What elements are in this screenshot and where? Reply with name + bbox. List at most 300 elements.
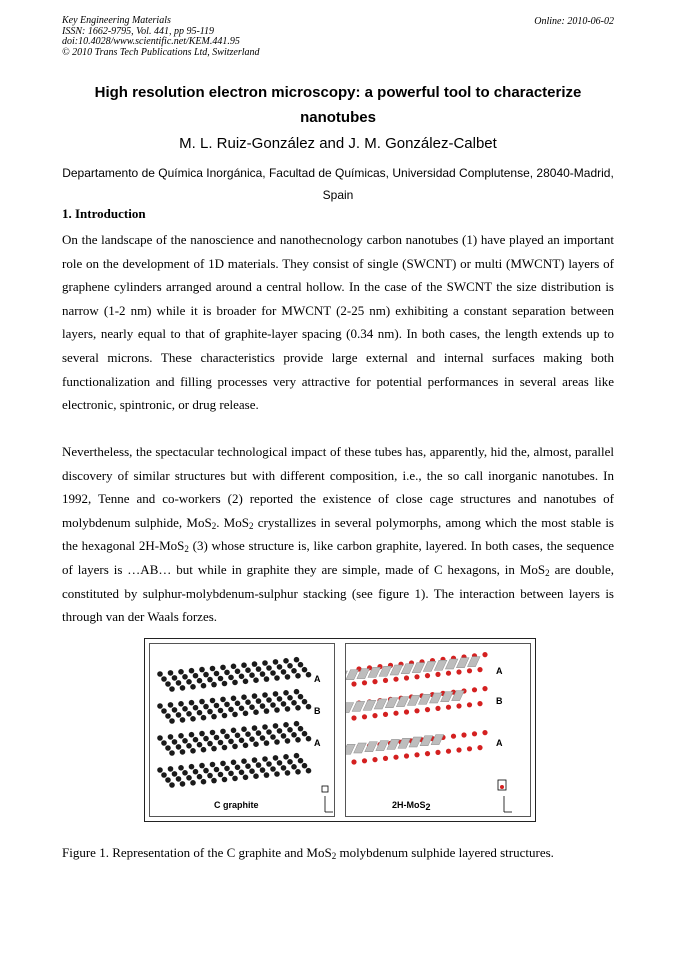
carbon-atom [262, 660, 268, 666]
carbon-atom [199, 667, 205, 673]
carbon-atom [203, 672, 209, 678]
carbon-atom [228, 707, 234, 713]
subscript: 2 [211, 520, 217, 531]
sulphur-atom [425, 751, 430, 756]
carbon-atom [189, 668, 195, 674]
carbon-atom [211, 714, 217, 720]
carbon-atom [294, 689, 300, 695]
carbon-atom [283, 722, 289, 728]
carbon-atom [172, 707, 178, 713]
carbon-atom [241, 694, 247, 700]
carbon-atom [228, 771, 234, 777]
carbon-atom [306, 704, 312, 710]
carbon-atom [232, 776, 238, 782]
carbon-atom [243, 679, 249, 685]
mo-atom [412, 663, 425, 673]
carbon-atom [169, 782, 175, 788]
sulphur-atom [372, 757, 377, 762]
carbon-atom [235, 765, 241, 771]
sulphur-atom [435, 750, 440, 755]
carbon-atom [224, 734, 230, 740]
carbon-atom [281, 701, 287, 707]
carbon-atom [193, 769, 199, 775]
carbon-atom [189, 700, 195, 706]
carbon-atom [157, 767, 163, 773]
carbon-atom [218, 740, 224, 746]
carbon-atom [273, 659, 279, 665]
carbon-atom [190, 780, 196, 786]
graphite-panel [149, 643, 335, 817]
carbon-atom [186, 711, 192, 717]
carbon-atom [291, 700, 297, 706]
carbon-atom [273, 755, 279, 761]
carbon-atom [291, 668, 297, 674]
carbon-atom [266, 697, 272, 703]
carbon-atom [295, 769, 301, 775]
p2-text-c: crystallizes in several polymorphs, among which the most stable is the hexagonal 2H-MoS [62, 514, 614, 554]
p2-text-b: . MoS [216, 514, 249, 530]
carbon-atom [277, 664, 283, 670]
carbon-atom [249, 736, 255, 742]
carbon-atom [232, 680, 238, 686]
mo-atom [385, 698, 398, 708]
carbon-atom [168, 702, 174, 708]
carbon-atom [199, 763, 205, 769]
carbon-atom [235, 669, 241, 675]
mo-atom [365, 742, 378, 752]
sulphur-atom [414, 674, 419, 679]
paragraph-1: On the landscape of the nanoscience and nanothecnology carbon nanotubes (1) have played an important role on the development of 1D materials. They consist of single (SWCNT) or multi (MWCNT) layers of graphene cylinders arranged around a central hollow. In the case of the SWCNT the size distribution is narrow (1-2 nm) while it is broader for MWCNT (2-25 nm) exhibiting a constant separation between layers, nearly equal to that of graphite-layer spacing (0.34 nm). In both cases, the length extends up to several microns. These characteristics provide large external and internal surfaces making both functionalization and filling processes very attractive for potential performances in several areas like electronic, spintronic, or drug release. [62, 232, 614, 413]
carbon-atom [222, 681, 228, 687]
paragraph-2 [62, 440, 614, 629]
carbon-atom [241, 662, 247, 668]
carbon-atom [203, 704, 209, 710]
sulphur-atom [383, 678, 388, 683]
carbon-atom [224, 670, 230, 676]
carbon-atom [287, 695, 293, 701]
carbon-atom [266, 761, 272, 767]
carbon-atom [262, 724, 268, 730]
layer-label-b: B [496, 696, 503, 706]
carbon-atom [182, 738, 188, 744]
mo-atom [434, 660, 447, 670]
carbon-atom [264, 772, 270, 778]
carbon-atom [262, 756, 268, 762]
carbon-atom [190, 716, 196, 722]
carbon-atom [222, 713, 228, 719]
carbon-atom [161, 708, 167, 714]
carbon-atom [260, 735, 266, 741]
carbon-atom [239, 674, 245, 680]
carbon-atom [239, 770, 245, 776]
sulphur-atom [482, 686, 487, 691]
axis-icon [322, 786, 333, 812]
sulphur-atom [351, 681, 356, 686]
carbon-atom [264, 740, 270, 746]
sulphur-atom [372, 679, 377, 684]
mo-atom [374, 699, 387, 709]
carbon-atom [294, 657, 300, 663]
sulphur-atom [456, 703, 461, 708]
carbon-atom [235, 733, 241, 739]
carbon-atom [210, 762, 216, 768]
mo-atom [456, 658, 469, 668]
carbon-atom [224, 766, 230, 772]
carbon-atom [182, 706, 188, 712]
carbon-atom [201, 779, 207, 785]
carbon-atom [287, 759, 293, 765]
carbon-atom [168, 734, 174, 740]
carbon-atom [294, 753, 300, 759]
carbon-atom [252, 757, 258, 763]
carbon-atom [176, 680, 182, 686]
sulphur-atom [393, 755, 398, 760]
sulphur-atom [477, 701, 482, 706]
carbon-atom [193, 705, 199, 711]
carbon-atom [176, 712, 182, 718]
carbon-atom [264, 676, 270, 682]
sulphur-atom [393, 711, 398, 716]
carbon-atom [298, 662, 304, 668]
carbon-atom [243, 743, 249, 749]
carbon-atom [224, 702, 230, 708]
sulphur-atom [404, 709, 409, 714]
carbon-atom [256, 762, 262, 768]
mo-atom [467, 657, 480, 667]
figure-1 [144, 638, 536, 822]
carbon-atom [302, 731, 308, 737]
carbon-atom [239, 706, 245, 712]
carbon-atom [231, 728, 237, 734]
carbon-atom [157, 703, 163, 709]
carbon-atom [218, 676, 224, 682]
carbon-atom [298, 726, 304, 732]
p2-text-a: Nevertheless, the spectacular technological impact of these tubes has, apparently, hid the, almost, parallel discovery of similar structures but with different composition, i.e., the so call inorganic nanotubes. In 1992, Tenne and co-workers (2) reported the existence of close cage structures and nanotubes of molybdenum sulphide, MoS [62, 444, 614, 530]
carbon-atom [287, 663, 293, 669]
sulphur-atom [446, 671, 451, 676]
carbon-atom [302, 699, 308, 705]
carbon-atom [249, 704, 255, 710]
carbon-atom [169, 686, 175, 692]
carbon-atom [231, 664, 237, 670]
mos2-structure-illustration [346, 644, 532, 818]
carbon-atom [274, 675, 280, 681]
carbon-atom [298, 758, 304, 764]
mos2-label [392, 800, 431, 810]
carbon-atom [245, 699, 251, 705]
carbon-atom [197, 678, 203, 684]
carbon-atom [182, 770, 188, 776]
sulphur-atom [435, 706, 440, 711]
carbon-atom [211, 746, 217, 752]
carbon-atom [266, 665, 272, 671]
carbon-atom [214, 703, 220, 709]
carbon-atom [252, 693, 258, 699]
mo-atom [423, 661, 436, 671]
carbon-atom [197, 710, 203, 716]
carbon-atom [218, 772, 224, 778]
carbon-atom [207, 677, 213, 683]
carbon-atom [270, 702, 276, 708]
carbon-atom [178, 701, 184, 707]
layer-label-a1: A [314, 674, 321, 684]
carbon-atom [294, 721, 300, 727]
carbon-atom [249, 768, 255, 774]
carbon-atom [241, 758, 247, 764]
carbon-atom [291, 732, 297, 738]
carbon-atom [302, 763, 308, 769]
subscript: 2 [184, 544, 189, 555]
carbon-atom [256, 698, 262, 704]
carbon-atom [270, 670, 276, 676]
carbon-atom [253, 677, 259, 683]
sulphur-atom [414, 708, 419, 713]
sulphur-atom [456, 669, 461, 674]
caption-text-a: Figure 1. Representation of the C graphite and MoS [62, 845, 332, 860]
sulphur-atom [362, 714, 367, 719]
carbon-atom [203, 736, 209, 742]
carbon-atom [157, 671, 163, 677]
carbon-atom [281, 669, 287, 675]
carbon-atom [220, 729, 226, 735]
doi-line: doi:10.4028/www.scientific.net/KEM.441.95 [62, 36, 240, 47]
carbon-atom [201, 683, 207, 689]
carbon-atom [253, 773, 259, 779]
carbon-atom [207, 741, 213, 747]
axis-icon [498, 780, 512, 812]
carbon-atom [285, 706, 291, 712]
carbon-atom [189, 732, 195, 738]
carbon-atom [245, 763, 251, 769]
sulphur-atom [425, 707, 430, 712]
carbon-atom [260, 767, 266, 773]
carbon-atom [241, 726, 247, 732]
sulphur-atom [482, 730, 487, 735]
carbon-atom [235, 701, 241, 707]
carbon-atom [260, 671, 266, 677]
carbon-atom [252, 725, 258, 731]
carbon-atom [182, 674, 188, 680]
carbon-atom [306, 768, 312, 774]
carbon-atom [249, 672, 255, 678]
carbon-atom [277, 696, 283, 702]
affiliation: Departamento de Química Inorgánica, Facultad de Químicas, Universidad Complutense, 28040-Madrid, Spain [62, 166, 614, 202]
carbon-atom [176, 744, 182, 750]
sulphur-atom [472, 687, 477, 692]
carbon-atom [199, 731, 205, 737]
carbon-atom [295, 737, 301, 743]
carbon-atom [172, 675, 178, 681]
carbon-atom [201, 715, 207, 721]
authors: M. L. Ruiz-González and J. M. González-Calbet [179, 135, 497, 152]
layer-label-a2: A [314, 738, 321, 748]
carbon-atom [274, 739, 280, 745]
carbon-atom [285, 770, 291, 776]
mos2-panel [345, 643, 531, 817]
carbon-atom [214, 735, 220, 741]
carbon-atom [165, 777, 171, 783]
carbon-atom [169, 718, 175, 724]
carbon-atom [287, 727, 293, 733]
sulphur-atom [425, 673, 430, 678]
carbon-atom [228, 675, 234, 681]
mo-atom [352, 701, 365, 711]
sulphur-atom [372, 713, 377, 718]
paper-title: High resolution electron microscopy: a powerful tool to characterize nanotubes [94, 84, 582, 126]
sulphur-atom [446, 705, 451, 710]
sulphur-atom [451, 734, 456, 739]
carbon-atom [232, 744, 238, 750]
carbon-atom [253, 709, 259, 715]
carbon-atom [253, 741, 259, 747]
carbon-atom [281, 765, 287, 771]
sulphur-atom [404, 753, 409, 758]
carbon-atom [266, 729, 272, 735]
sulphur-atom [362, 758, 367, 763]
carbon-atom [168, 670, 174, 676]
carbon-atom [210, 730, 216, 736]
carbon-atom [201, 747, 207, 753]
carbon-atom [199, 699, 205, 705]
carbon-atom [180, 749, 186, 755]
carbon-atom [260, 703, 266, 709]
layer-label-b: B [314, 706, 321, 716]
sulphur-atom [414, 752, 419, 757]
carbon-atom [172, 771, 178, 777]
carbon-atom [180, 685, 186, 691]
carbon-atom [193, 737, 199, 743]
carbon-atom [306, 736, 312, 742]
carbon-atom [186, 679, 192, 685]
carbon-atom [176, 776, 182, 782]
carbon-atom [245, 731, 251, 737]
carbon-atom [178, 765, 184, 771]
carbon-atom [277, 728, 283, 734]
journal-header [62, 16, 260, 58]
carbon-atom [281, 733, 287, 739]
carbon-atom [207, 773, 213, 779]
sulphur-atom [362, 680, 367, 685]
carbon-atom [180, 717, 186, 723]
sulphur-atom [472, 731, 477, 736]
carbon-atom [169, 750, 175, 756]
carbon-atom [231, 760, 237, 766]
carbon-atom [243, 775, 249, 781]
carbon-atom [211, 778, 217, 784]
sulphur-atom [351, 759, 356, 764]
sulphur-atom [477, 667, 482, 672]
carbon-atom [283, 754, 289, 760]
carbon-atom [264, 708, 270, 714]
p2-text-d: (3) whose structure is, like carbon graphite, layered. In both cases, the sequence of layers is …AB… but while in graphite they are simple, made of C hexagons, in MoS [62, 538, 615, 577]
carbon-atom [262, 692, 268, 698]
carbon-atom [231, 696, 237, 702]
carbon-atom [220, 665, 226, 671]
carbon-atom [283, 658, 289, 664]
carbon-atom [172, 739, 178, 745]
carbon-atom [186, 775, 192, 781]
layer-label-a2: A [496, 738, 503, 748]
sulphur-atom [456, 747, 461, 752]
sulphur-atom [404, 675, 409, 680]
carbon-atom [203, 768, 209, 774]
carbon-atom [178, 733, 184, 739]
mo-atom [346, 670, 358, 680]
carbon-atom [190, 748, 196, 754]
carbon-atom [165, 745, 171, 751]
issn-line: ISSN: 1662-9795, Vol. 441, pp 95-119 [62, 25, 215, 37]
carbon-atom [306, 672, 312, 678]
carbon-atom [291, 764, 297, 770]
section-heading: 1. Introduction [62, 206, 146, 221]
carbon-atom [252, 661, 258, 667]
mo-atom [396, 697, 409, 707]
carbon-atom [197, 742, 203, 748]
carbon-atom [210, 698, 216, 704]
carbon-atom [243, 711, 249, 717]
carbon-atom [207, 709, 213, 715]
graphite-label: C graphite [214, 800, 259, 810]
carbon-atom [270, 766, 276, 772]
carbon-atom [245, 667, 251, 673]
carbon-atom [161, 772, 167, 778]
carbon-atom [214, 671, 220, 677]
carbon-atom [193, 673, 199, 679]
carbon-atom [239, 738, 245, 744]
sulphur-atom [467, 702, 472, 707]
carbon-atom [274, 707, 280, 713]
sulphur-atom [383, 756, 388, 761]
carbon-atom [189, 764, 195, 770]
carbon-atom [165, 713, 171, 719]
carbon-atom [232, 712, 238, 718]
caption-text-b: molybdenum sulphide layered structures. [336, 845, 554, 860]
p2-text-e: are double, constituted by sulphur-molybdenum-sulphur stacking (see figure 1). The interaction between layers is through van der Waals forzes. [62, 561, 614, 625]
sulphur-atom [393, 677, 398, 682]
carbon-atom [220, 697, 226, 703]
mos2-label-main: 2H-MoS [392, 800, 426, 810]
carbon-atom [256, 730, 262, 736]
mo-atom [445, 659, 458, 669]
subscript: 2 [248, 520, 254, 531]
carbon-atom [256, 666, 262, 672]
carbon-atom [228, 739, 234, 745]
sulphur-atom [446, 749, 451, 754]
carbon-atom [186, 743, 192, 749]
carbon-atom [210, 666, 216, 672]
carbon-atom [168, 766, 174, 772]
graphite-structure-illustration [150, 644, 336, 818]
carbon-atom [214, 767, 220, 773]
sulphur-atom [461, 732, 466, 737]
carbon-atom [178, 669, 184, 675]
layer-label-a1: A [496, 666, 503, 676]
carbon-atom [283, 690, 289, 696]
sulphur-atom [482, 652, 487, 657]
online-date: Online: 2010-06-02 [534, 16, 614, 27]
carbon-atom [295, 673, 301, 679]
carbon-atom [277, 760, 283, 766]
mos2-label-sub: 2 [425, 802, 431, 812]
carbon-atom [157, 735, 163, 741]
carbon-atom [161, 740, 167, 746]
carbon-atom [285, 738, 291, 744]
copyright-line: © 2010 Trans Tech Publications Ltd, Switzerland [62, 46, 260, 58]
carbon-atom [190, 684, 196, 690]
carbon-atom [161, 676, 167, 682]
carbon-atom [211, 682, 217, 688]
carbon-atom [298, 694, 304, 700]
